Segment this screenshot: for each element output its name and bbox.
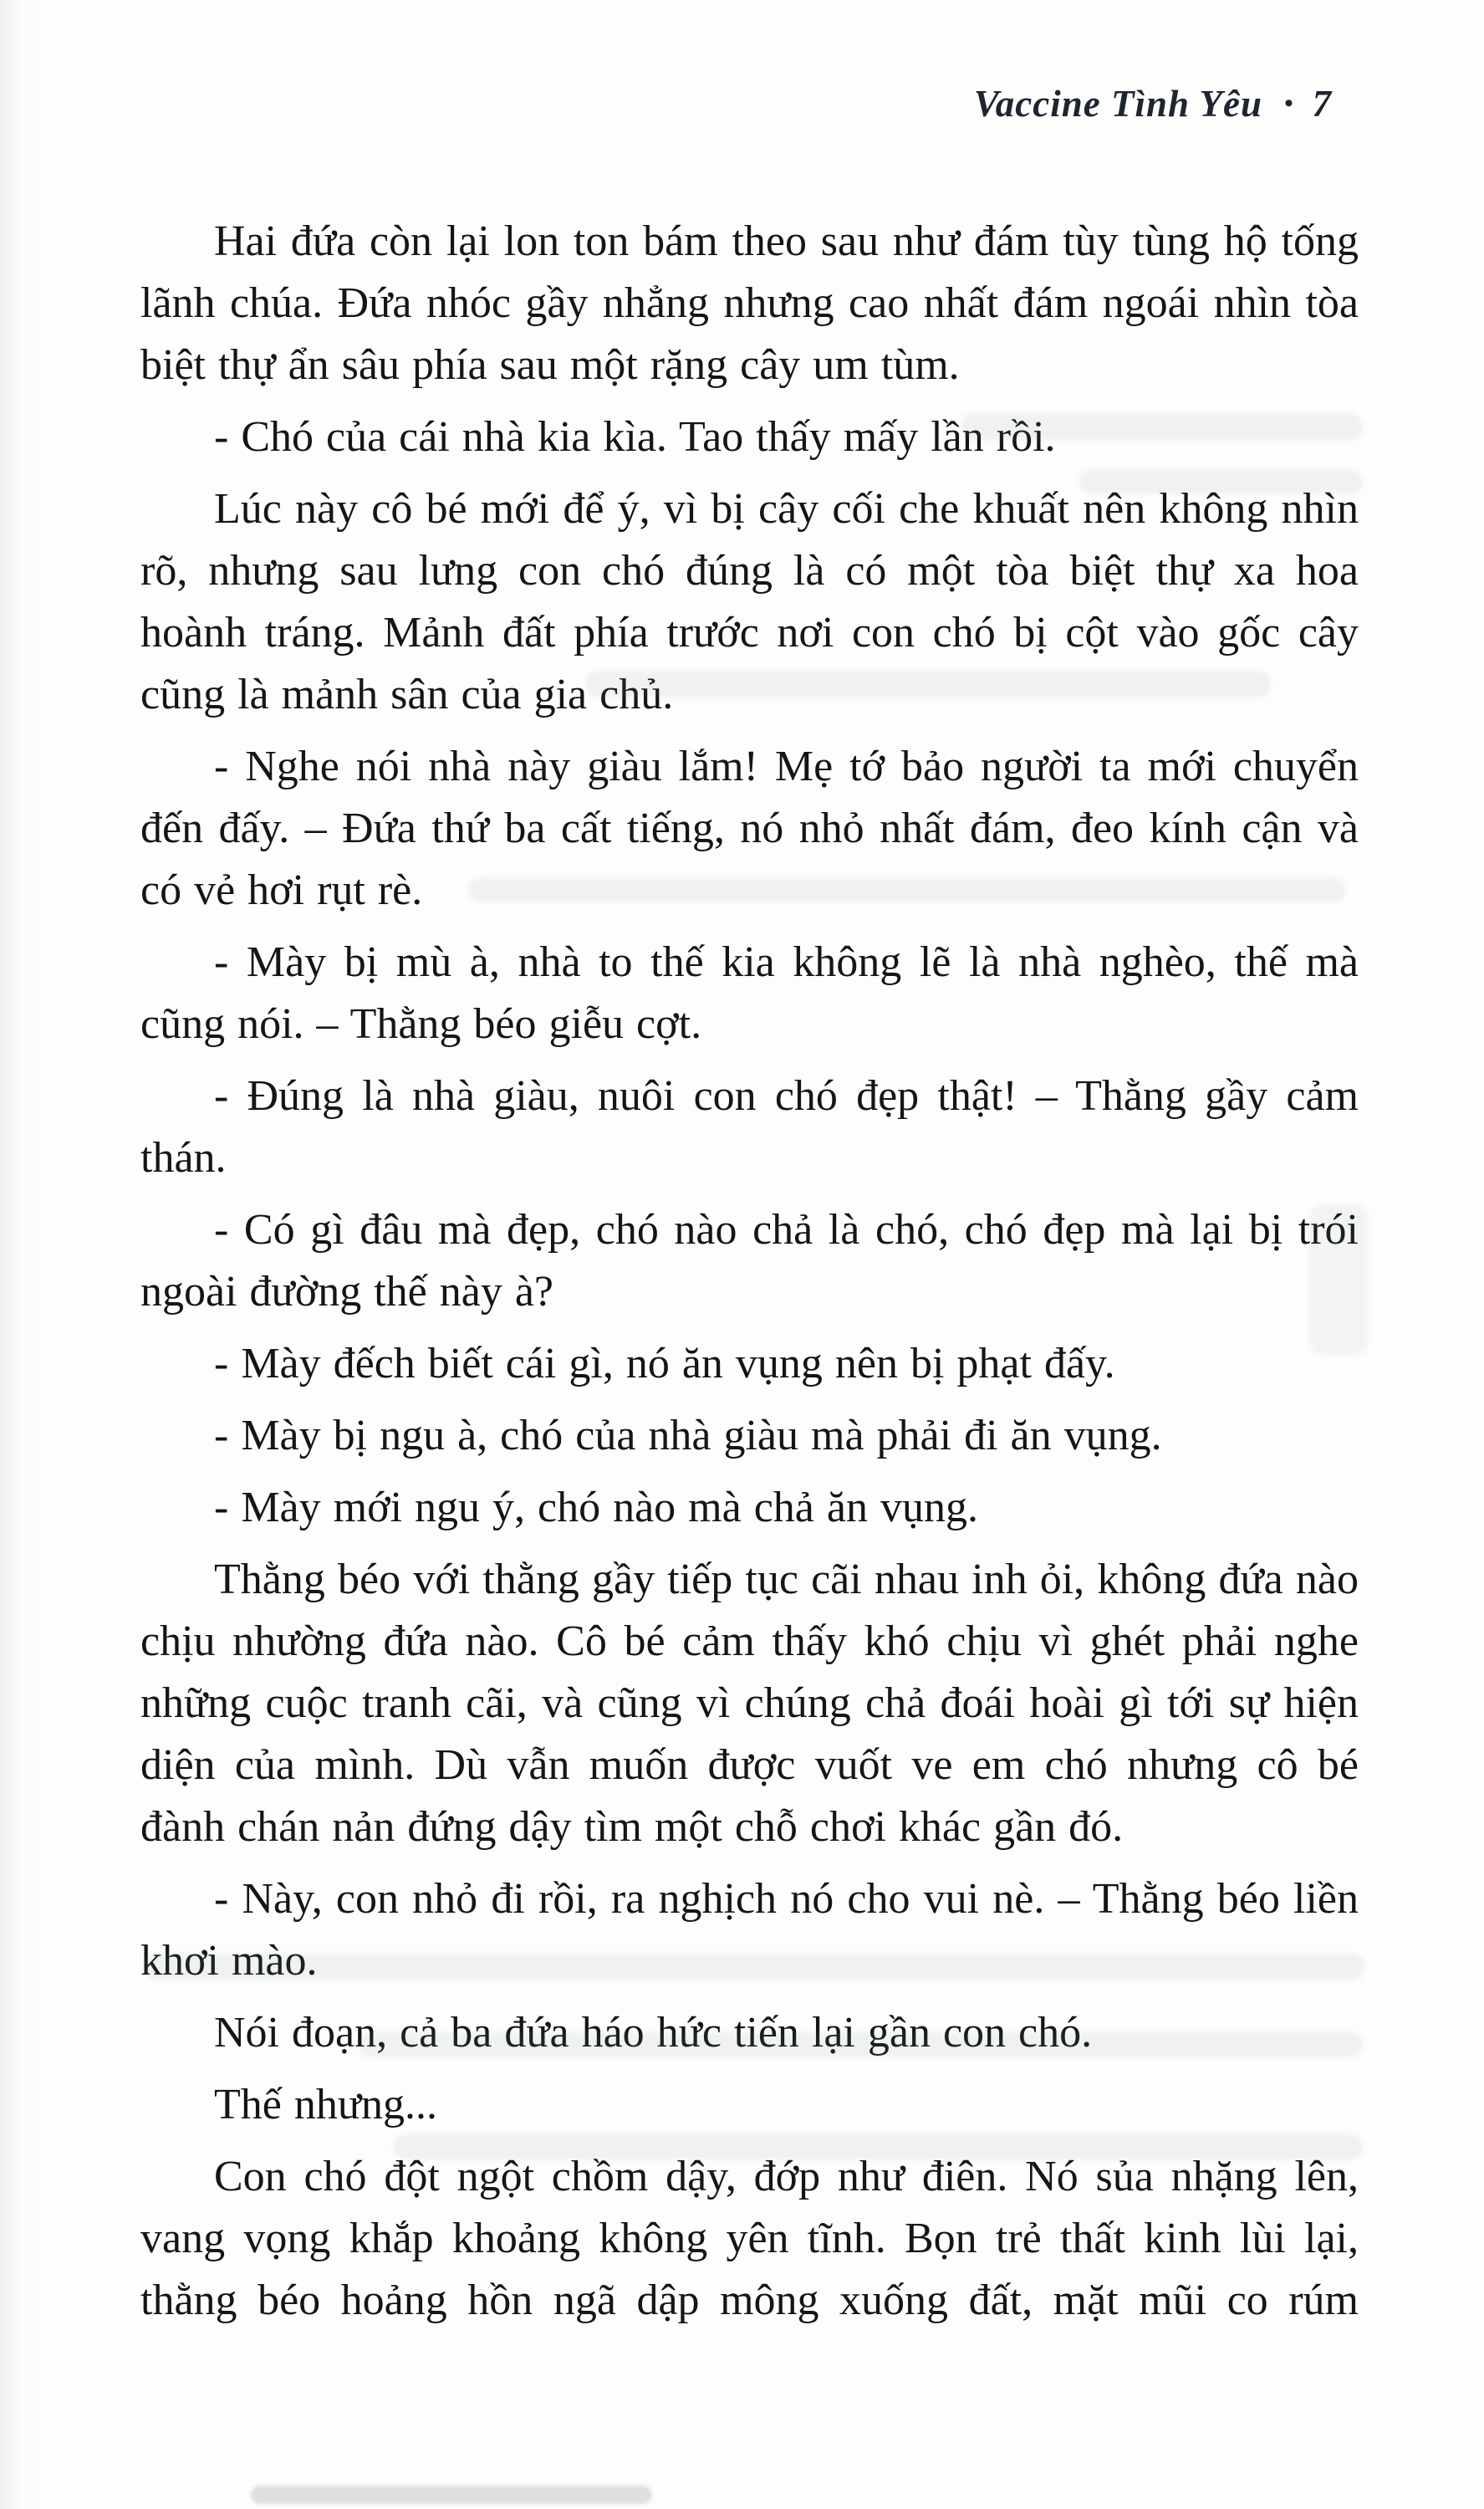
- header-separator-dot: •: [1283, 89, 1294, 117]
- paragraph: - Này, con nhỏ đi rồi, ra nghịch nó cho vui nè. – Thằng béo liền khơi mào.: [140, 1875, 1359, 1985]
- paragraph: Lúc này cô bé mới để ý, vì bị cây cối che khuất nên không nhìn rõ, nhưng sau lưng con chó đúng là có một tòa biệt thự xa hoa hoành tráng. Mảnh đất phía trước nơi con chó bị cột vào gốc cây cũng là mảnh sân của gia chủ.: [140, 485, 1359, 718]
- paragraph: - Đúng là nhà giàu, nuôi con chó đẹp thật! – Thằng gầy cảm thán.: [140, 1072, 1359, 1182]
- paragraph: - Mày bị mù à, nhà to thế kia không lẽ là nhà nghèo, thế mà cũng nói. – Thằng béo giễu cợt.: [140, 938, 1359, 1048]
- page-number: 7: [1312, 83, 1332, 125]
- paragraph: - Mày đếch biết cái gì, nó ăn vụng nên bị phạt đấy.: [214, 1340, 1115, 1387]
- paragraph: Hai đứa còn lại lon ton bám theo sau như đám tùy tùng hộ tống lãnh chúa. Đứa nhóc gầy nhẳng nhưng cao nhất đám ngoái nhìn tòa biệt thự ẩn sâu phía sau một rặng cây um tùm.: [140, 217, 1359, 389]
- paragraph: Thế nhưng...: [214, 2081, 438, 2128]
- paragraph: - Mày mới ngu ý, chó nào mà chả ăn vụng.: [214, 1484, 978, 1531]
- paragraph: - Chó của cái nhà kia kìa. Tao thấy mấy lần rồi.: [214, 413, 1056, 461]
- running-header: [974, 82, 1332, 125]
- paragraph: - Nghe nói nhà này giàu lắm! Mẹ tớ bảo người ta mới chuyển đến đấy. – Đứa thứ ba cất tiếng, nó nhỏ nhất đám, đeo kính cận và có vẻ hơi rụt rè.: [140, 743, 1359, 914]
- paragraph: - Có gì đâu mà đẹp, chó nào chả là chó, chó đẹp mà lại bị trói ngoài đường thế này à?: [140, 1206, 1359, 1316]
- paragraph: Thằng béo với thằng gầy tiếp tục cãi nhau inh ỏi, không đứa nào chịu nhường đứa nào. Cô bé cảm thấy khó chịu vì ghét phải nghe những cuộc tranh cãi, và cũng vì chúng chả đoái hoài gì tới sự hiện diện của mình. Dù vẫn muốn được vuốt ve em chó nhưng cô bé đành chán nản đứng dậy tìm một chỗ chơi khác gần đó.: [140, 1556, 1359, 1851]
- book-title: Vaccine Tình Yêu: [973, 83, 1262, 125]
- paragraph: - Mày bị ngu à, chó của nhà giàu mà phải đi ăn vụng.: [214, 1412, 1162, 1459]
- page-body: [140, 211, 1359, 2342]
- paragraph: Nói đoạn, cả ba đứa háo hức tiến lại gần con chó.: [214, 2009, 1093, 2057]
- paragraph: Con chó đột ngột chồm dậy, đớp như điên. Nó sủa nhặng lên, vang vọng khắp khoảng không yên tĩnh. Bọn trẻ thất kinh lùi lại, thằng béo hoảng hồn ngã dập mông xuống đất, mặt mũi co rúm: [140, 2153, 1359, 2324]
- bleedthrough-smudge: [251, 2486, 652, 2504]
